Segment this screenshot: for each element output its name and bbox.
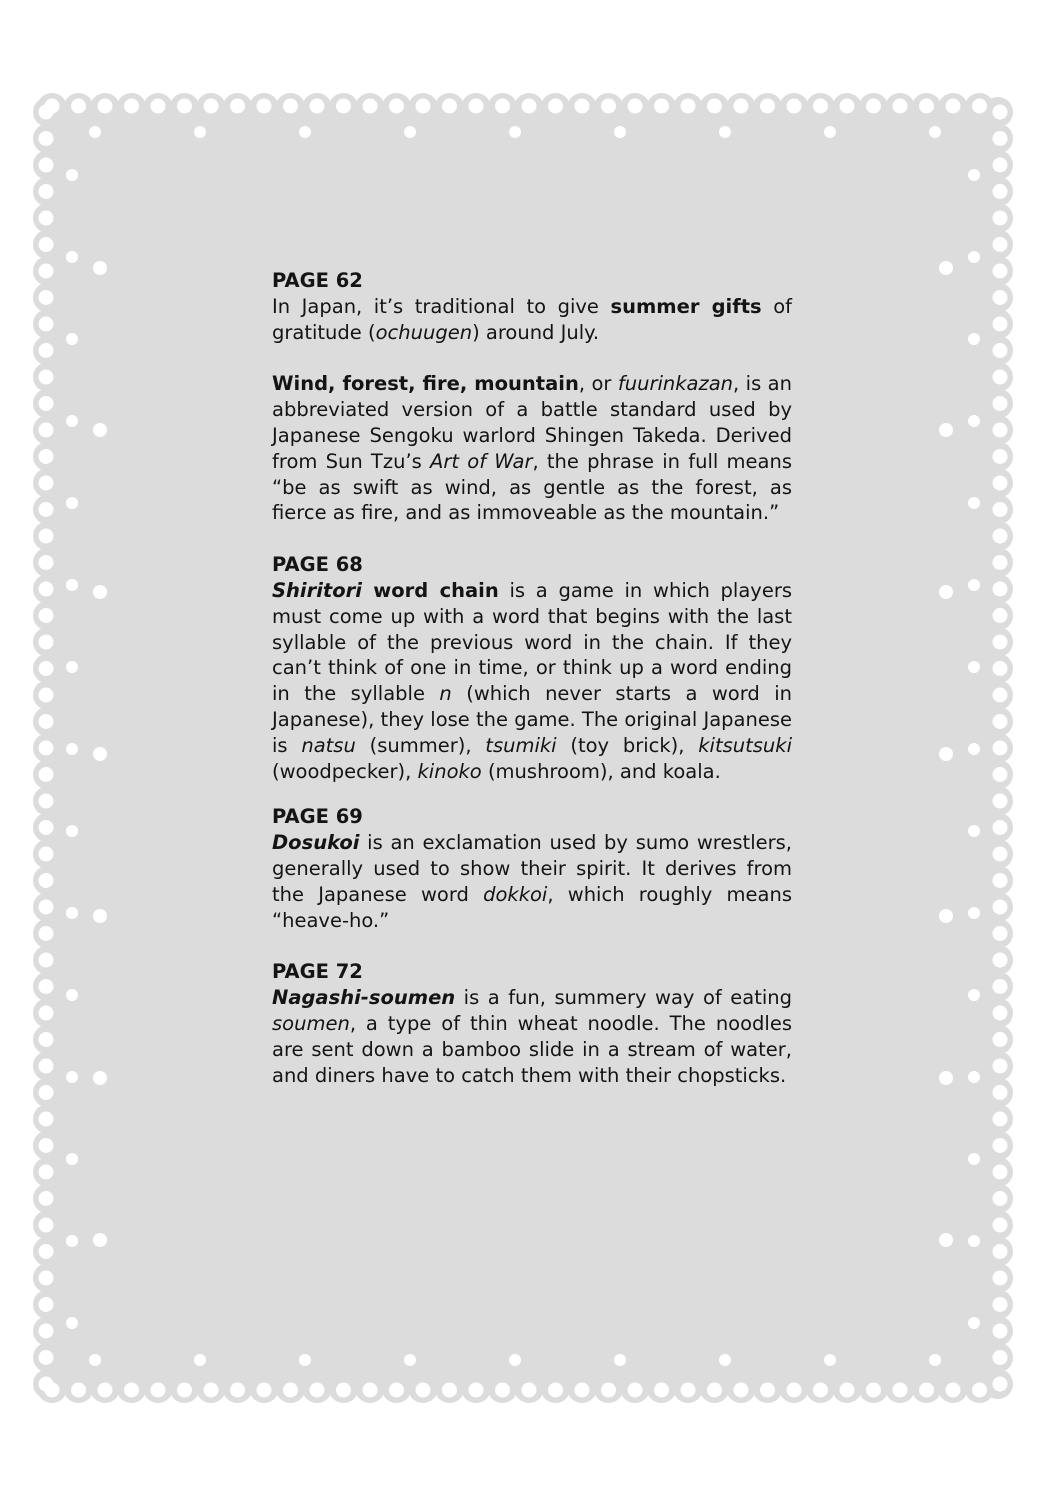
eyelet-hole <box>39 1191 54 1206</box>
text-run: summer gifts <box>610 294 762 318</box>
eyelet-hole <box>363 99 378 114</box>
eyelet-hole <box>993 264 1008 279</box>
eyelet-hole <box>707 99 722 114</box>
eyelet-hole <box>968 661 980 673</box>
eyelet-hole <box>575 1383 590 1398</box>
eyelet-hole <box>66 251 78 263</box>
eyelet-hole <box>993 529 1008 544</box>
eyelet-hole <box>404 126 416 138</box>
text-run: (summer), <box>355 733 486 757</box>
note-section-page-62 <box>272 268 792 526</box>
eyelet-hole <box>39 714 54 729</box>
eyelet-hole <box>39 1165 54 1180</box>
eyelet-hole <box>993 900 1008 915</box>
text-run: (which never starts a word in Japanese), they lose the game. The original Japanese is <box>272 682 793 757</box>
eyelet-hole <box>993 635 1008 650</box>
section-heading: PAGE 62 <box>272 269 363 292</box>
eyelet-hole <box>734 99 749 114</box>
eyelet-hole <box>968 1317 980 1329</box>
eyelet-hole <box>66 497 78 509</box>
eyelet-hole <box>39 741 54 756</box>
note-section-page-72 <box>272 959 792 1088</box>
eyelet-hole <box>404 1354 416 1366</box>
eyelet-hole <box>39 794 54 809</box>
eyelet-hole <box>469 1383 484 1398</box>
note-paragraph <box>272 985 792 1088</box>
eyelet-hole <box>993 290 1008 305</box>
text-run: word chain <box>361 578 499 602</box>
eyelet-hole <box>39 926 54 941</box>
eyelet-hole <box>919 99 934 114</box>
eyelet-hole <box>39 343 54 358</box>
eyelet-hole <box>968 825 980 837</box>
eyelet-hole <box>336 1383 351 1398</box>
eyelet-hole <box>707 1383 722 1398</box>
text-run: , is an abbreviated version of a battle standard used by Japanese Sengoku warlord Shingen Takeda. Derived from Sun Tzu’s <box>272 372 792 473</box>
text-run-inner: Nagashi-soumen <box>272 986 456 1010</box>
eyelet-hole <box>840 99 855 114</box>
eyelet-hole <box>89 1354 101 1366</box>
eyelet-hole <box>39 953 54 968</box>
eyelet-hole <box>993 1244 1008 1259</box>
eyelet-hole <box>993 1059 1008 1074</box>
eyelet-hole <box>39 237 54 252</box>
eyelet-hole <box>939 423 953 437</box>
eyelet-hole <box>336 99 351 114</box>
eyelet-hole <box>66 1071 78 1083</box>
eyelet-hole <box>893 99 908 114</box>
eyelet-hole <box>719 126 731 138</box>
eyelet-hole <box>39 529 54 544</box>
eyelet-hole <box>93 909 107 923</box>
eyelet-hole <box>993 1085 1008 1100</box>
eyelet-hole <box>968 497 980 509</box>
eyelet-hole <box>946 1383 961 1398</box>
eyelet-hole <box>993 979 1008 994</box>
eyelet-hole <box>993 1377 1008 1392</box>
eyelet-hole <box>760 1383 775 1398</box>
eyelet-hole <box>230 1383 245 1398</box>
text-run: (woodpecker), <box>272 759 418 783</box>
eyelet-hole <box>39 158 54 173</box>
eyelet-hole <box>283 1383 298 1398</box>
eyelet-hole <box>993 1324 1008 1339</box>
eyelet-hole <box>71 99 86 114</box>
eyelet-hole <box>824 1354 836 1366</box>
eyelet-hole <box>968 1235 980 1247</box>
eyelet-hole <box>39 767 54 782</box>
eyelet-hole <box>509 1354 521 1366</box>
eyelet-hole <box>993 158 1008 173</box>
text-run: , the phrase in full means “be as swift as wind, as gentle as the forest, as fierce as fire, and as immoveable as the mountain.” <box>272 449 792 525</box>
eyelet-hole <box>993 926 1008 941</box>
eyelet-hole <box>416 1383 431 1398</box>
eyelet-hole <box>66 661 78 673</box>
text-run: Wind, forest, fire, mountain <box>272 372 579 396</box>
eyelet-hole <box>204 1383 219 1398</box>
eyelet-hole <box>66 743 78 755</box>
eyelet-hole <box>813 99 828 114</box>
eyelet-hole <box>993 873 1008 888</box>
eyelet-hole <box>39 1218 54 1233</box>
text-run-inner: Dosukoi <box>272 831 360 855</box>
eyelet-hole <box>151 1383 166 1398</box>
note-section-page-69 <box>272 804 792 933</box>
text-run: , or <box>578 372 618 396</box>
note-paragraph <box>272 294 792 346</box>
note-section-page-68 <box>272 552 792 784</box>
note-paragraph <box>272 830 792 933</box>
eyelet-hole <box>972 1383 987 1398</box>
text-run: Art of War <box>430 449 533 473</box>
eyelet-hole <box>39 1085 54 1100</box>
eyelet-hole <box>993 847 1008 862</box>
eyelet-hole <box>39 900 54 915</box>
eyelet-hole <box>968 169 980 181</box>
eyelet-hole <box>968 251 980 263</box>
eyelet-hole <box>39 1377 54 1392</box>
eyelet-hole <box>993 211 1008 226</box>
eyelet-hole <box>893 1383 908 1398</box>
eyelet-hole <box>66 333 78 345</box>
eyelet-hole <box>283 99 298 114</box>
text-run: tsumiki <box>485 733 557 757</box>
eyelet-hole <box>993 1218 1008 1233</box>
eyelet-hole <box>601 1383 616 1398</box>
eyelet-hole <box>993 767 1008 782</box>
text-run <box>272 986 455 1009</box>
eyelet-hole <box>389 99 404 114</box>
eyelet-hole <box>66 579 78 591</box>
eyelet-hole <box>39 1138 54 1153</box>
eyelet-hole <box>39 476 54 491</box>
eyelet-hole <box>39 1032 54 1047</box>
eyelet-hole <box>993 661 1008 676</box>
text-run <box>272 831 359 854</box>
text-run: (mushroom), and koala. <box>481 759 721 783</box>
eyelet-hole <box>968 907 980 919</box>
eyelet-hole <box>993 794 1008 809</box>
eyelet-hole <box>993 1297 1008 1312</box>
eyelet-hole <box>760 99 775 114</box>
text-run: kitsutsuki <box>698 733 792 757</box>
eyelet-hole <box>93 423 107 437</box>
eyelet-hole <box>39 661 54 676</box>
eyelet-hole <box>946 99 961 114</box>
eyelet-hole <box>972 99 987 114</box>
eyelet-hole <box>993 1191 1008 1206</box>
eyelet-hole <box>548 1383 563 1398</box>
eyelet-hole <box>39 1244 54 1259</box>
eyelet-hole <box>993 741 1008 756</box>
eyelet-hole <box>39 979 54 994</box>
eyelet-hole <box>993 1138 1008 1153</box>
eyelet-hole <box>993 608 1008 623</box>
eyelet-hole <box>39 370 54 385</box>
eyelet-hole <box>39 1350 54 1365</box>
eyelet-hole <box>39 608 54 623</box>
eyelet-hole <box>39 264 54 279</box>
eyelet-hole <box>968 415 980 427</box>
eyelet-hole <box>787 99 802 114</box>
text-run: is an exclamation used by sumo wrestlers, generally used to show their spirit. It derives from the Japanese word <box>272 831 792 906</box>
eyelet-hole <box>93 585 107 599</box>
eyelet-hole <box>993 820 1008 835</box>
eyelet-hole <box>509 126 521 138</box>
eyelet-hole <box>204 99 219 114</box>
text-run: ) around July. <box>472 320 600 344</box>
eyelet-hole <box>39 290 54 305</box>
note-paragraph <box>272 371 792 526</box>
eyelet-hole <box>39 1006 54 1021</box>
eyelet-hole <box>654 99 669 114</box>
text-run <box>272 579 362 602</box>
eyelet-hole <box>495 99 510 114</box>
eyelet-hole <box>124 99 139 114</box>
eyelet-hole <box>824 126 836 138</box>
text-run: natsu <box>301 733 356 757</box>
eyelet-hole <box>39 131 54 146</box>
eyelet-hole <box>194 1354 206 1366</box>
section-heading: PAGE 68 <box>272 553 363 577</box>
eyelet-hole <box>177 99 192 114</box>
eyelet-hole <box>469 99 484 114</box>
text-run-inner: Shiritori <box>272 578 362 602</box>
eyelet-hole <box>866 99 881 114</box>
eyelet-hole <box>98 1383 113 1398</box>
text-run: n <box>439 682 452 706</box>
eyelet-hole <box>39 502 54 517</box>
eyelet-hole <box>39 1112 54 1127</box>
eyelet-hole <box>939 585 953 599</box>
text-run: In Japan, it’s traditional to give <box>272 294 611 318</box>
text-run: kinoko <box>417 759 482 783</box>
eyelet-hole <box>939 1233 953 1247</box>
eyelet-hole <box>993 1165 1008 1180</box>
eyelet-hole <box>993 1112 1008 1127</box>
text-run: ochuugen <box>375 320 473 344</box>
eyelet-hole <box>628 1383 643 1398</box>
eyelet-hole <box>39 635 54 650</box>
eyelet-hole <box>39 1297 54 1312</box>
eyelet-hole <box>993 502 1008 517</box>
eyelet-hole <box>919 1383 934 1398</box>
eyelet-hole <box>66 989 78 1001</box>
eyelet-hole <box>575 99 590 114</box>
note-paragraph <box>272 578 792 784</box>
eyelet-hole <box>39 1324 54 1339</box>
eyelet-hole <box>968 579 980 591</box>
eyelet-hole <box>39 1059 54 1074</box>
text-run: (toy brick), <box>556 733 699 757</box>
eyelet-hole <box>522 99 537 114</box>
eyelet-hole <box>66 907 78 919</box>
eyelet-hole <box>93 1071 107 1085</box>
eyelet-hole <box>93 747 107 761</box>
eyelet-hole <box>416 99 431 114</box>
eyelet-hole <box>66 1235 78 1247</box>
eyelet-hole <box>939 909 953 923</box>
eyelet-hole <box>39 423 54 438</box>
text-run: dokkoi <box>483 882 548 906</box>
translation-notes <box>272 268 792 1088</box>
eyelet-hole <box>968 333 980 345</box>
eyelet-hole <box>71 1383 86 1398</box>
eyelet-hole <box>681 99 696 114</box>
section-heading: PAGE 72 <box>272 960 363 984</box>
text-run: of gratitude ( <box>272 294 792 344</box>
eyelet-hole <box>299 1354 311 1366</box>
eyelet-hole <box>39 184 54 199</box>
eyelet-hole <box>66 415 78 427</box>
eyelet-hole <box>93 1233 107 1247</box>
eyelet-hole <box>968 989 980 1001</box>
eyelet-hole <box>654 1383 669 1398</box>
eyelet-hole <box>39 211 54 226</box>
eyelet-hole <box>993 1006 1008 1021</box>
eyelet-hole <box>177 1383 192 1398</box>
eyelet-hole <box>929 126 941 138</box>
eyelet-hole <box>734 1383 749 1398</box>
eyelet-hole <box>522 1383 537 1398</box>
eyelet-hole <box>993 131 1008 146</box>
text-run: is a fun, summery way of eating <box>455 986 792 1010</box>
eyelet-hole <box>66 825 78 837</box>
eyelet-hole <box>230 99 245 114</box>
eyelet-hole <box>719 1354 731 1366</box>
eyelet-hole <box>66 1153 78 1165</box>
eyelet-hole <box>39 582 54 597</box>
eyelet-hole <box>993 237 1008 252</box>
eyelet-hole <box>39 449 54 464</box>
eyelet-hole <box>939 1071 953 1085</box>
eyelet-hole <box>39 873 54 888</box>
text-run: fuurinkazan <box>617 372 734 396</box>
eyelet-hole <box>39 847 54 862</box>
eyelet-hole <box>681 1383 696 1398</box>
eyelet-hole <box>614 126 626 138</box>
eyelet-hole <box>993 1271 1008 1286</box>
eyelet-hole <box>194 126 206 138</box>
eyelet-hole <box>39 555 54 570</box>
text-run: , which roughly means “heave-ho.” <box>272 882 792 932</box>
eyelet-hole <box>968 743 980 755</box>
eyelet-hole <box>939 747 953 761</box>
eyelet-hole <box>993 688 1008 703</box>
eyelet-hole <box>993 1350 1008 1365</box>
eyelet-hole <box>866 1383 881 1398</box>
eyelet-hole <box>39 105 54 120</box>
eyelet-hole <box>993 105 1008 120</box>
eyelet-hole <box>39 1271 54 1286</box>
text-run: soumen <box>272 1011 350 1035</box>
text-run: is a game in which players must come up with a word that begins with the last syllable of the previous word in the chain. If they can’t think of one in time, or think up a word ending in the syllable <box>272 578 792 706</box>
eyelet-hole <box>389 1383 404 1398</box>
eyelet-hole <box>993 396 1008 411</box>
eyelet-hole <box>66 1317 78 1329</box>
eyelet-hole <box>840 1383 855 1398</box>
eyelet-hole <box>993 1032 1008 1047</box>
eyelet-hole <box>39 688 54 703</box>
eyelet-hole <box>601 99 616 114</box>
eyelet-hole <box>614 1354 626 1366</box>
text-run: , a type of thin wheat noodle. The noodles are sent down a bamboo slide in a stream of water, and diners have to catch them with their chopsticks. <box>272 1011 792 1087</box>
eyelet-hole <box>548 99 563 114</box>
eyelet-hole <box>39 396 54 411</box>
eyelet-hole <box>993 343 1008 358</box>
eyelet-hole <box>939 261 953 275</box>
eyelet-hole <box>993 476 1008 491</box>
eyelet-hole <box>39 820 54 835</box>
eyelet-hole <box>787 1383 802 1398</box>
eyelet-hole <box>66 169 78 181</box>
eyelet-hole <box>993 714 1008 729</box>
eyelet-hole <box>442 1383 457 1398</box>
eyelet-hole <box>124 1383 139 1398</box>
eyelet-hole <box>929 1354 941 1366</box>
eyelet-hole <box>993 582 1008 597</box>
eyelet-hole <box>39 317 54 332</box>
eyelet-hole <box>993 317 1008 332</box>
eyelet-hole <box>495 1383 510 1398</box>
eyelet-hole <box>363 1383 378 1398</box>
eyelet-hole <box>98 99 113 114</box>
eyelet-hole <box>151 99 166 114</box>
eyelet-hole <box>993 370 1008 385</box>
eyelet-hole <box>993 953 1008 968</box>
eyelet-hole <box>89 126 101 138</box>
section-heading: PAGE 69 <box>272 805 363 829</box>
eyelet-hole <box>993 423 1008 438</box>
eyelet-hole <box>993 555 1008 570</box>
eyelet-hole <box>968 1071 980 1083</box>
eyelet-hole <box>628 99 643 114</box>
eyelet-hole <box>93 261 107 275</box>
eyelet-hole <box>993 449 1008 464</box>
eyelet-hole <box>993 184 1008 199</box>
eyelet-hole <box>310 1383 325 1398</box>
eyelet-hole <box>299 126 311 138</box>
eyelet-hole <box>257 99 272 114</box>
eyelet-hole <box>310 99 325 114</box>
eyelet-hole <box>442 99 457 114</box>
eyelet-hole <box>813 1383 828 1398</box>
eyelet-hole <box>257 1383 272 1398</box>
eyelet-hole <box>968 1153 980 1165</box>
